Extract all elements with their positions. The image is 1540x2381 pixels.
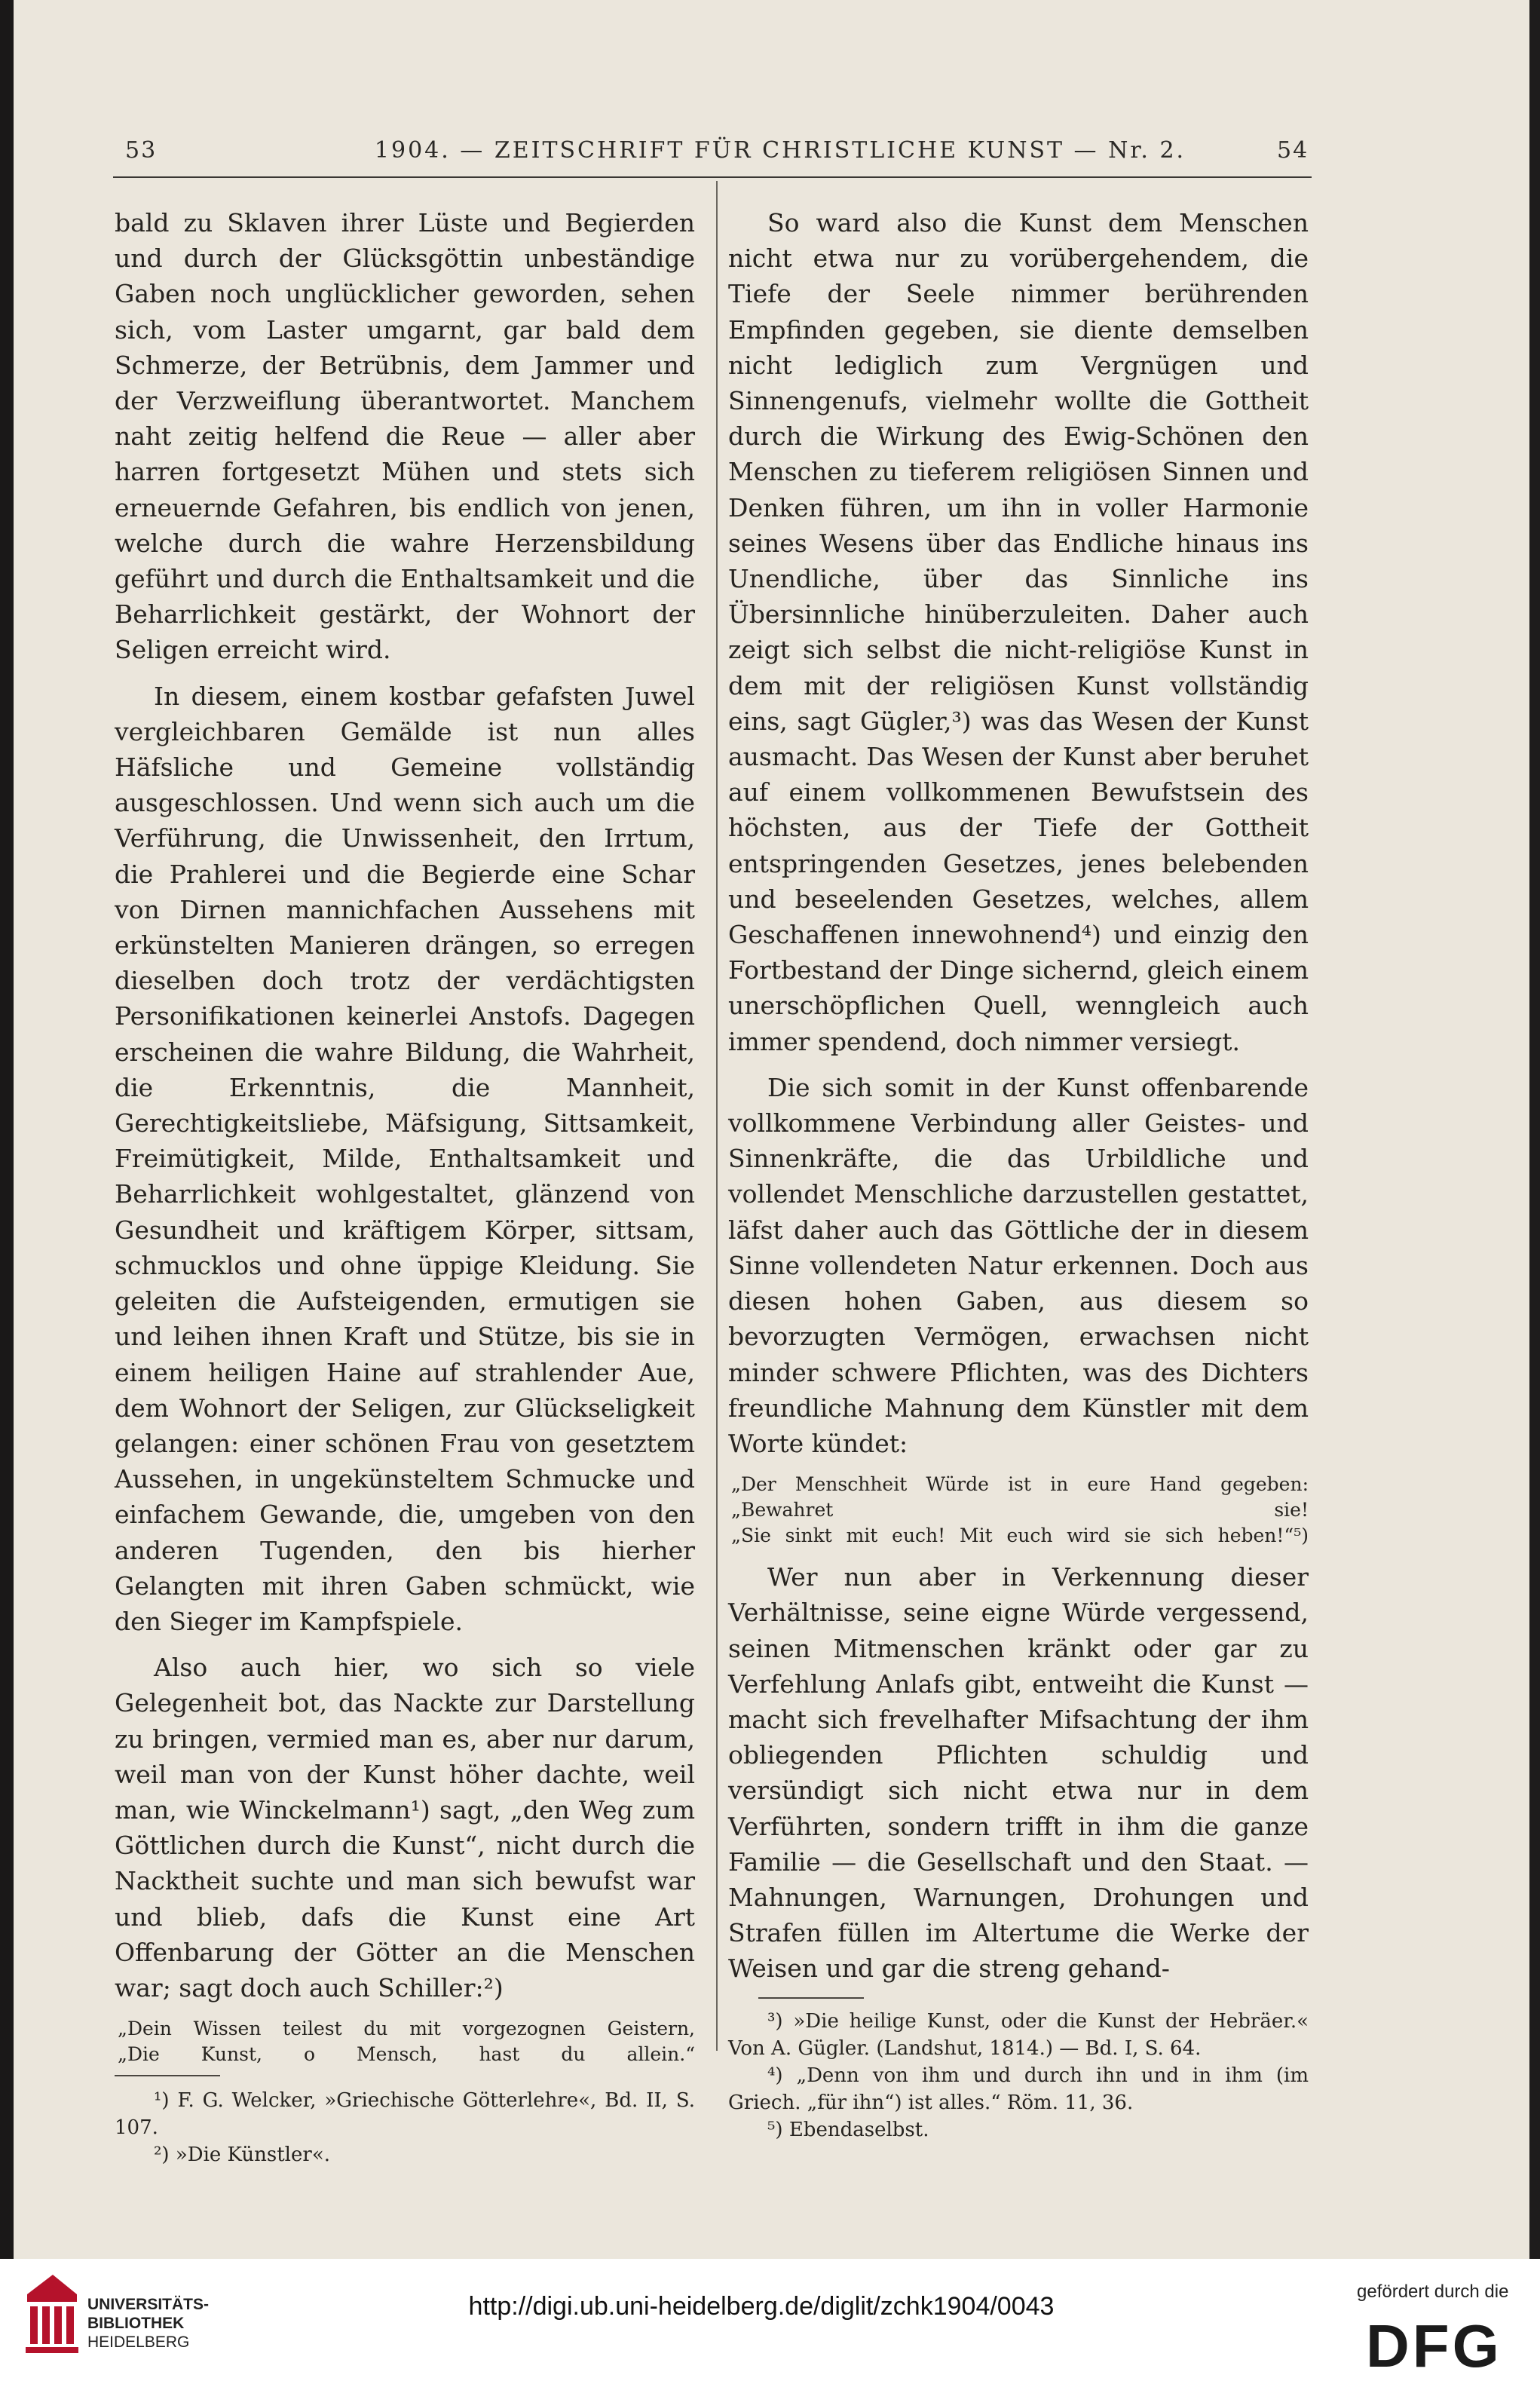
footnote: ⁵) Ebendaselbst. (767, 2118, 929, 2141)
footnote-rule (115, 2075, 220, 2076)
paragraph: Also auch hier, wo sich so viele Gelegenheit bot, das Nackte zur Darstellung zu bringen, vermied man es, aber nur darum, weil man von der Kunst höher dachte, weil man, wie Winckelmann¹) sagt, „den Weg zum Göttlichen durch die Kunst“, nicht durch die Nacktheit suchte und man sich bewufst war und blieb, dafs die Kunst eine Art Offenbarung der Götter an die Menschen war; sagt doch auch Schiller:²) (115, 1653, 695, 2003)
paragraph: Die sich somit in der Kunst offenbarende vollkommene Verbindung aller Geistes- und Sinnenkräfte, die das Urbildliche und vollendet Menschliche darzustellen gestattet, läfst daher auch das Göttliche der in diesem Sinne vollendeten Natur erkennen. Doch aus diesen hohen Gaben, aus diesem so bevorzugten Vermögen, erwachsen nicht minder schwere Pflichten, was des Dichters freundliche Mahnung dem Künstler mit dem Worte kündet: (728, 1072, 1309, 1458)
logo-line: UNIVERSITÄTS- (87, 2296, 210, 2313)
footnote: ⁴) „Denn von ihm und durch ihn und in ihm (im Griech. „für ihn“) ist alles.“ Röm. 11, 36. (728, 2064, 1309, 2114)
page-number-right: 54 (1277, 137, 1309, 164)
footnote: ³) »Die heilige Kunst, oder die Kunst der Hebräer.« Von A. Gügler. (Landshut, 1814.) — Bd. I, S. 64. (728, 2009, 1309, 2060)
permalink-url[interactable]: http://digi.ub.uni-heidelberg.de/diglit/zchk1904/0043 (468, 2292, 1055, 2321)
university-library-name (87, 2295, 209, 2352)
header-rule (113, 176, 1312, 178)
verse-line: „Sie sinkt mit euch! Mit euch wird sie sich heben!“⁵) (731, 1525, 1309, 1547)
verse-line: „Die Kunst, o Mensch, hast du allein.“ (118, 2043, 695, 2066)
footnote: ¹) F. G. Welcker, »Griechische Götterlehre«, Bd. II, S. 107. (115, 2089, 695, 2140)
running-header-title: 1904. — ZEITSCHRIFT FÜR CHRISTLICHE KUNST — Nr. 2. (374, 137, 1186, 164)
paragraph: Wer nun aber in Verkennung dieser Verhältnisse, seine eigne Würde vergessend, seinen Mitmenschen kränkt oder gar zu Verfehlung Anlafs gibt, entweiht die Kunst — macht sich frevelhafter Mifsachtung der ihm obliegenden Pflichten schuldig und versündigt sich nicht etwa nur in dem Verführten, sondern trifft in ihm die ganze Familie — die Gesellschaft und den Staat. — Mahnungen, Warnungen, Drohungen und Strafen füllen im Altertume die Werke der Weisen und gar die streng gehand- (728, 1562, 1309, 1984)
paragraph: In diesem, einem kostbar gefafsten Juwel vergleichbaren Gemälde ist nun alles Häfsliche und Gemeine vollständig ausgeschlossen. Und wenn sich auch um die Verführung, die Unwissenheit, den Irrtum, die Prahlerei und die Begierde eine Schar von Dirnen mannichfachen Aussehens mit erkünstelten Manieren drängen, so erregen dieselben doch trotz der verdächtigsten Personifikationen keinerlei Anstofs. Dagegen erscheinen die wahre Bildung, die Wahrheit, die Erkenntnis, die Mannheit, Gerechtigkeitsliebe, Mäfsigung, Sittsamkeit, Freimütigkeit, Milde, Enthaltsamkeit und Beharrlichkeit wohlgestaltet, glänzend von Gesundheit und kräftigem Körper, sittsam, schmucklos und ohne üppige Kleidung. Sie geleiten die Aufsteigenden, ermutigen sie und leihen ihnen Kraft und Stütze, bis sie in einem heiligen Haine auf strahlender Aue, dem Wohnort der Seligen, zur Glückseligkeit gelangen: einer schönen Frau von gesetztem Aussehen, in ungekünsteltem Schmucke und einfachem Gewande, die, umgeben von den anderen Tugenden, den bis hierher Gelangten mit ihren Gaben schmückt, wie den Sieger im Kampfspiele. (115, 681, 695, 1636)
paragraph: So ward also die Kunst dem Menschen nicht etwa nur zu vorübergehendem, die Tiefe der Seele nimmer berührenden Empfinden gegeben, sie diente demselben nicht lediglich zum Vergnügen und Sinnengenufs, vielmehr wollte die Gottheit durch die Wirkung des Ewig-Schönen den Menschen zu tieferem religiösen Sinnen und Denken führen, um ihn in voller Harmonie seines Wesens über das Endliche hinaus ins Unendliche, über das Sinnliche ins Übersinnliche hinüberzuleiten. Daher auch zeigt sich selbst die nicht-religiöse Kunst in dem mit der religiösen Kunst vollständig eins, sagt Gügler,³) was das Wesen der Kunst ausmacht. Das Wesen der Kunst aber beruhet auf einem vollkommenen Bewufstsein des höchsten, aus der Tiefe der Gottheit entspringenden Gesetzes, jenes belebenden und beseelenden Gesetzes, welches, allem Geschaffenen innewohnend⁴) und einzig den Fortbestand der Dinge sichernd, gleich einem unerschöpflichen Quell, wenngleich auch immer spendend, doch nimmer versiegt. (728, 208, 1309, 1056)
paragraph: bald zu Sklaven ihrer Lüste und Begierden und durch der Glücksgöttin unbeständige Gaben noch unglücklicher geworden, sehen sich, vom Laster umgarnt, gar bald dem Schmerze, der Betrübnis, dem Jammer und der Verzweiflung überantwortet. Manchem naht zeitig helfend die Reue — aller aber harren fortgesetzt Mühen und stets sich erneuernde Gefahren, bis endlich von jenen, welche durch die wahre Herzensbildung geführt und durch die Enthaltsamkeit und die Beharrlichkeit gestärkt, der Wohnort der Seligen erreicht wird. (115, 208, 695, 665)
funding-caption: gefördert durch die (1357, 2281, 1509, 2302)
footnote-rule (758, 1997, 864, 1999)
logo-line: BIBLIOTHEK (87, 2315, 185, 2332)
verse-line: „Bewahret sie! (731, 1499, 1309, 1521)
footnote: ²) »Die Künstler«. (154, 2144, 330, 2167)
university-library-logo-icon (23, 2272, 81, 2356)
left-column (115, 205, 695, 2168)
column-divider (716, 181, 718, 2051)
verse-line: „Dein Wissen teilest du mit vorgezognen Geistern, (118, 2018, 695, 2040)
right-column (728, 205, 1309, 2144)
logo-line: HEIDELBERG (87, 2334, 190, 2351)
page-number-left: 53 (125, 137, 158, 164)
dfg-logo: DFG (1366, 2312, 1502, 2379)
verse-line: „Der Menschheit Würde ist in eure Hand gegeben: (731, 1473, 1309, 1496)
